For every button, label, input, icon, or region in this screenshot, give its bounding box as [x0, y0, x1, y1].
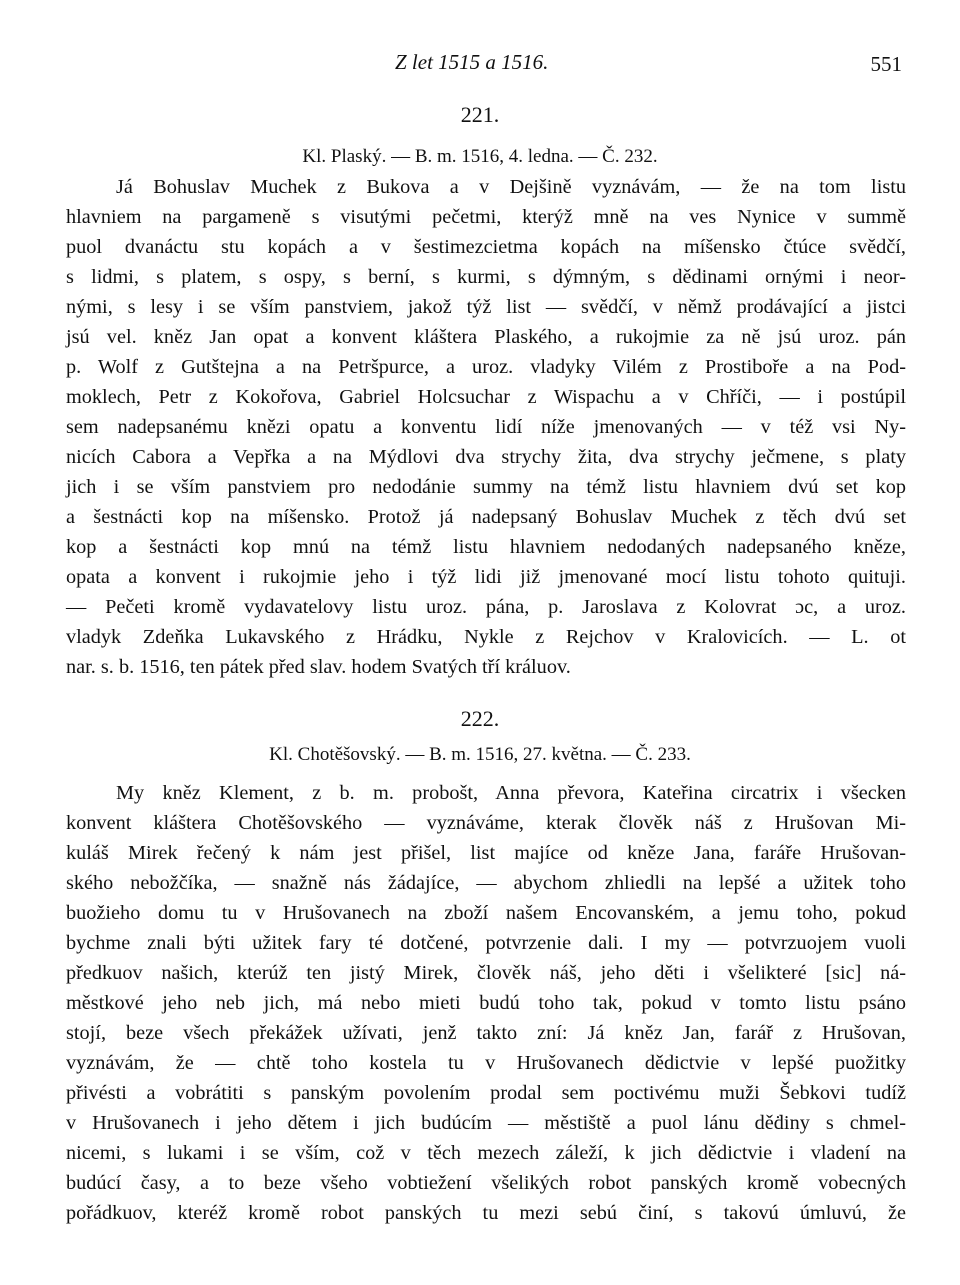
paragraph-line: My kněz Klement, z b. m. probošt, Anna převora, Kateřina circatrix i všecken: [116, 782, 906, 804]
paragraph-line: — Pečeti kromě vydavatelovy listu uroz. pána, p. Jaroslava z Kolovrat ɔc, a uroz.: [66, 596, 906, 618]
paragraph-line: kop a šestnácti kop mnú na témž listu hlavniem nedodaných nadepsaného kněze,: [66, 536, 906, 558]
paragraph-line: hlavniem na pargameně s visutými pečetmi, kterýž mně na ves Nynice v summě: [66, 206, 906, 228]
paragraph-line: moklech, Petr z Kokořova, Gabriel Holcsuchar z Wispachu a v Chříči, — i postúpil: [66, 386, 906, 408]
page-number: 551: [870, 52, 902, 76]
document-number: 221.: [460, 102, 500, 127]
paragraph-line: Já Bohuslav Muchek z Bukova a v Dejšině vyznávám, — že na tom listu: [116, 176, 906, 198]
paragraph-line: v Hrušovanech i jeho dětem i jich budúcím — městiště a puol lánu děḋiny s chmel-: [66, 1112, 906, 1134]
paragraph-line: p. Wolf z Gutštejna a na Petršpurce, a uroz. vladyky Vilém z Prostiboře a na Pod-: [66, 356, 906, 378]
paragraph-line: nicemi, s lukami i se vším, což v těch mezech záleží, k jich dědictvie i vladení na: [66, 1142, 906, 1164]
paragraph-line: budúcí časy, a to beze všeho vobtiežení všelikých robot panských kromě vobecných: [66, 1172, 906, 1194]
paragraph-line: vladyk Zdeňka Lukavského z Hrádku, Nykle z Rejchov v Kralovicích. — L. ot: [66, 626, 906, 648]
paragraph-line: vyznávám, že — chtě toho kostela tu v Hrušovanech dědictvie v lepšé puožitky: [66, 1052, 906, 1074]
document-number: 222.: [460, 706, 500, 731]
document-source-line: Kl. Chotěšovský. — B. m. 1516, 27. května. — Č. 233.: [269, 744, 691, 765]
paragraph-line: jich i se vším panstviem pro nedodánie summy na témž listu hlavniem dvú set kop: [66, 476, 906, 498]
paragraph-line: ského nebožčíka, — snažně nás žádajíce, — abychom zhliedli na lepšé a užitek toho: [66, 872, 906, 894]
paragraph-line: kuláš Mirek řečený k nám jest přišel, list majíce od kněze Jana, faráře Hrušovan-: [66, 842, 906, 864]
document-source-line: Kl. Plaský. — B. m. 1516, 4. ledna. — Č. 232.: [302, 146, 658, 167]
paragraph-line: opata a konvent i rukojmie jeho i týž lidi již jmenované mocí listu tohoto quituji.: [66, 566, 906, 588]
paragraph-line: jsú vel. kněz Jan opat a konvent kláštera Plaského, a rukojmie za ně jsú uroz. pán: [66, 326, 906, 348]
paragraph-line: pořádkuov, kteréž kromě robot panských tu mezi sebú činí, s takovú úmluvú, že: [66, 1202, 906, 1224]
paragraph-line: nými, s lesy i se vším panstviem, jakož týž list — svědčí, v němž prodávající a jistci: [66, 296, 906, 318]
paragraph-line: s lidmi, s platem, s ospy, s berní, s kurmi, s dýmným, s dědinami ornými i neor-: [66, 266, 906, 288]
paragraph-line: sem nadepsanému knězi opatu a konventu lidí níže jmenovaných — v též vsi Ny-: [66, 416, 906, 438]
paragraph-line: nar. s. b. 1516, ten pátek před slav. hodem Svatých tří králuov.: [66, 656, 571, 678]
paragraph-line: bychme znali býti užitek fary té dotčené, potvrzenie dali. I my — potvrzuojem vuoli: [66, 932, 906, 954]
paragraph-line: puol dvanáctu stu kopách a v šestimezcietma kopách na míšensko čtúce svědčí,: [66, 236, 906, 258]
paragraph-line: stojí, beze všech překážek užívati, jenž takto zní: Já kněz Jan, farář z Hrušovan,: [66, 1022, 906, 1044]
paragraph-line: nicích Cabora a Vepřka a na Mýdlovi dva strychy žita, dva strychy ječmene, s platy: [66, 446, 906, 468]
paragraph-line: a šestnácti kop na míšensko. Protož já nadepsaný Bohuslav Muchek z těch dvú set: [66, 506, 906, 528]
paragraph-line: přivésti a vobrátiti s panským povolením prodal sem poctivému muži Šebkovi tudíž: [66, 1082, 906, 1104]
paragraph-line: městkové jeho neb jich, má nebo mieti budú toho tak, pokud v tomto listu psáno: [66, 992, 906, 1014]
running-title: Z let 1515 a 1516.: [395, 50, 549, 74]
paragraph-line: buožieho domu tu v Hrušovanech na zboží našem Encovanském, a jemu toho, pokud: [66, 902, 906, 924]
paragraph-line: konvent kláštera Chotěšovského — vyznáváme, kterak člověk náš z Hrušovan Mi-: [66, 812, 906, 834]
paragraph-line: předkuov našich, kterúž ten jistý Mirek, člověk náš, jeho děti i všelikteré [sic] ná-: [66, 962, 906, 984]
